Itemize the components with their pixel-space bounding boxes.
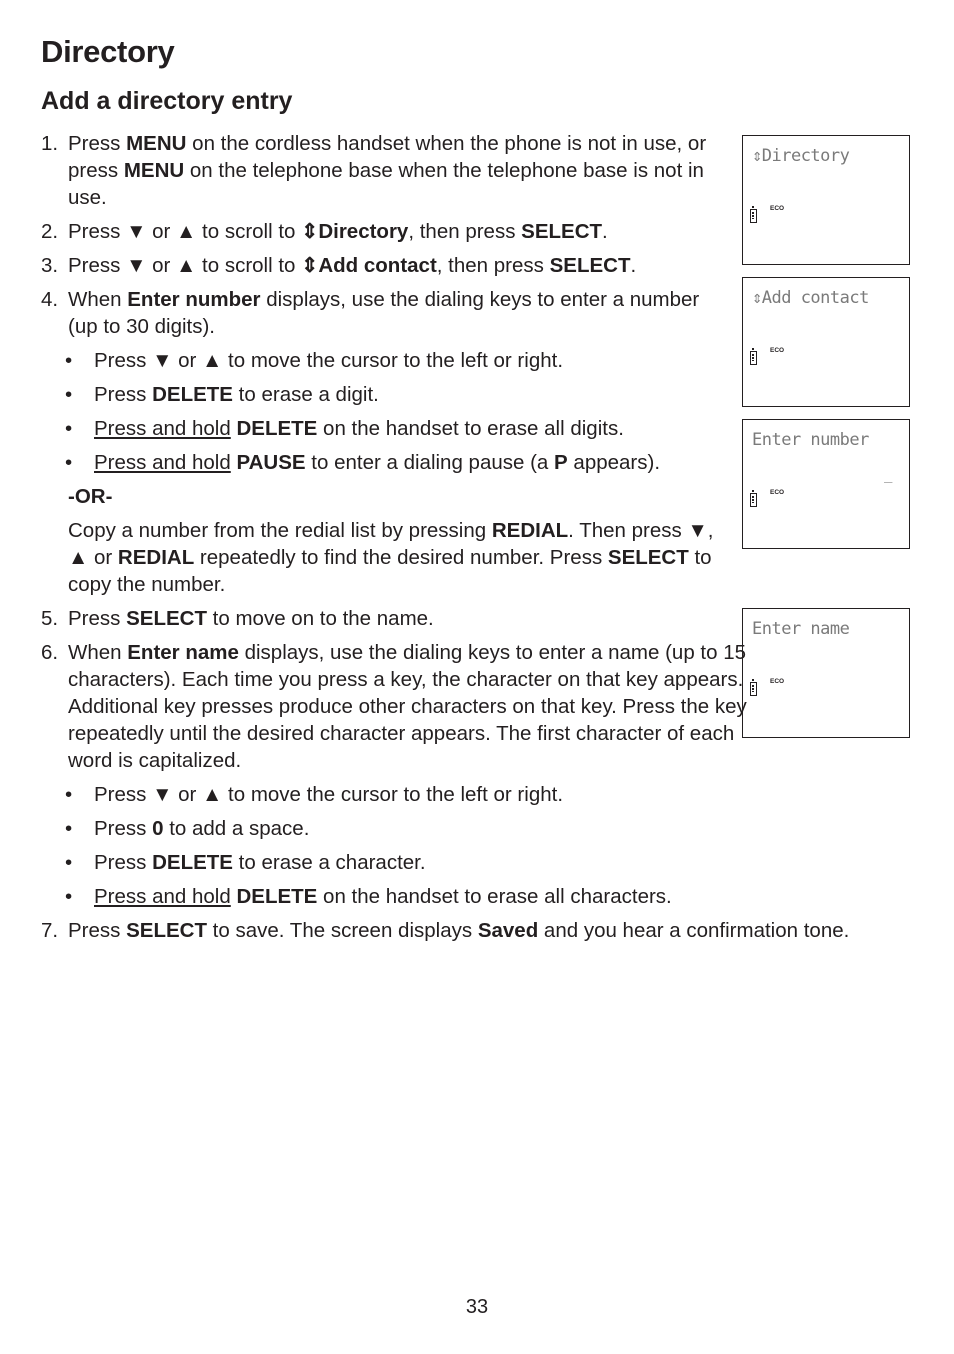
up-arrow-icon: ▲ xyxy=(202,783,223,806)
step-2: 2. Press ▼ or ▲ to scroll to ⇕Directory, then press SELECT. xyxy=(41,220,608,243)
bullet-item: • Press and hold PAUSE to enter a dialing pause (a P appears). xyxy=(65,451,661,474)
bullet-item: • Press and hold DELETE on the handset to erase all digits. xyxy=(65,417,624,440)
or-label: -OR- xyxy=(68,485,113,508)
up-down-arrow-icon: ⇕ xyxy=(752,288,762,308)
down-arrow-icon: ▼ xyxy=(687,519,708,542)
bullet-item: • Press 0 to add a space. xyxy=(65,817,310,840)
bullet-icon: • xyxy=(65,851,73,874)
step-4: 4. When Enter number displays, use the dialing keys to enter a number (up to 30 digits). xyxy=(41,288,700,338)
down-arrow-icon: ▼ xyxy=(152,349,173,372)
step-6: 6. When Enter name displays, use the dialing keys to enter a name (up to 15 characters). Each time you press a key, the character on that key appears. Additional key presses produce other characters on that key. Press the key repeatedly until the desired character appears. The first character of each word is capitalized. xyxy=(41,641,747,772)
lcd-screen-add-contact xyxy=(742,277,910,407)
eco-label: ECO xyxy=(770,678,785,685)
up-arrow-icon: ▲ xyxy=(176,220,197,243)
lcd-screen-enter-number xyxy=(742,419,910,549)
down-arrow-icon: ▼ xyxy=(126,220,147,243)
lcd-screen-enter-name xyxy=(742,608,910,738)
bullet-item: • Press DELETE to erase a character. xyxy=(65,851,426,874)
section-heading: Add a directory entry xyxy=(41,87,293,115)
step-5: 5. Press SELECT to move on to the name. xyxy=(41,607,434,630)
bullet-icon: • xyxy=(65,417,73,440)
step-number: 7. xyxy=(41,919,59,942)
step-number: 6. xyxy=(41,641,59,664)
lcd-text: Enter number xyxy=(752,430,869,450)
page-number: 33 xyxy=(465,1296,489,1318)
bullet-icon: • xyxy=(65,885,73,908)
eco-label: ECO xyxy=(770,347,785,354)
step-3: 3. Press ▼ or ▲ to scroll to ⇕Add contact, then press SELECT. xyxy=(41,254,637,277)
cursor-mark: _ xyxy=(884,467,893,483)
up-arrow-icon: ▲ xyxy=(202,349,223,372)
step-number: 1. xyxy=(41,132,59,155)
step-1: 1. Press MENU on the cordless handset when the phone is not in use, or press MENU on the telephone base when the telephone base is not in use. xyxy=(41,132,707,209)
up-down-arrow-icon: ⇕ xyxy=(301,220,319,243)
eco-label: ECO xyxy=(770,205,785,212)
battery-icon xyxy=(750,493,757,507)
lcd-text: ⇕Add contact xyxy=(752,288,869,308)
bullet-icon: • xyxy=(65,451,73,474)
lcd-text: ⇕Directory xyxy=(752,146,850,166)
step-number: 5. xyxy=(41,607,59,630)
up-arrow-icon: ▲ xyxy=(176,254,197,277)
up-arrow-icon: ▲ xyxy=(68,546,89,569)
down-arrow-icon: ▼ xyxy=(152,783,173,806)
lcd-screen-directory xyxy=(742,135,910,265)
battery-icon xyxy=(750,351,757,365)
bullet-item: • Press and hold DELETE on the handset to erase all characters. xyxy=(65,885,672,908)
battery-icon xyxy=(750,682,757,696)
step-7: 7. Press SELECT to save. The screen displays Saved and you hear a confirmation tone. xyxy=(41,919,850,942)
step-number: 4. xyxy=(41,288,59,311)
bullet-icon: • xyxy=(65,783,73,806)
page-title: Directory xyxy=(41,34,175,69)
copy-instructions: Copy a number from the redial list by pressing REDIAL. Then press ▼, ▲ or REDIAL repeatedly to find the desired number. Press SELECT to copy the number. xyxy=(68,519,714,596)
lcd-text: Enter name xyxy=(752,619,850,639)
up-down-arrow-icon: ⇕ xyxy=(752,146,762,166)
bullet-item: • Press ▼ or ▲ to move the cursor to the left or right. xyxy=(65,349,564,372)
step-number: 3. xyxy=(41,254,59,277)
bullet-icon: • xyxy=(65,817,73,840)
battery-icon xyxy=(750,209,757,223)
up-down-arrow-icon: ⇕ xyxy=(301,254,319,277)
step-number: 2. xyxy=(41,220,59,243)
bullet-item: • Press ▼ or ▲ to move the cursor to the left or right. xyxy=(65,783,564,806)
bullet-icon: • xyxy=(65,349,73,372)
bullet-icon: • xyxy=(65,383,73,406)
down-arrow-icon: ▼ xyxy=(126,254,147,277)
bullet-item: • Press DELETE to erase a digit. xyxy=(65,383,379,406)
eco-label: ECO xyxy=(770,489,785,496)
